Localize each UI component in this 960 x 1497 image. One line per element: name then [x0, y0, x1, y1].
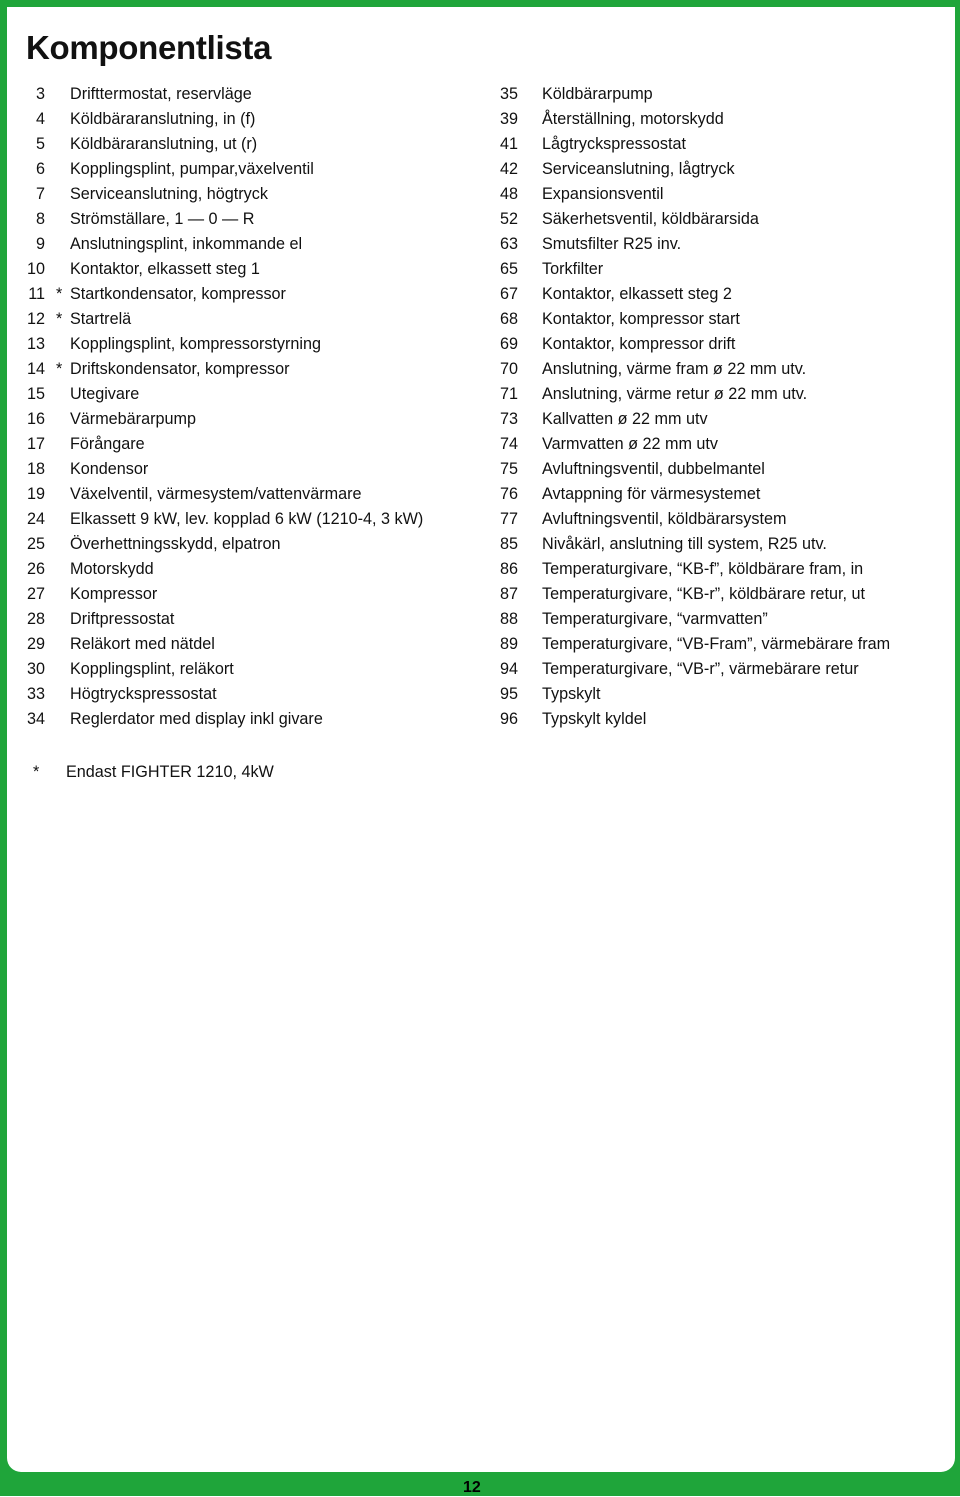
item-number: 35	[499, 85, 518, 103]
item-number: 3	[35, 85, 45, 103]
item-description: Typskylt kyldel	[542, 710, 647, 728]
item-description: Kopplingsplint, reläkort	[70, 660, 234, 678]
item-number: 68	[499, 310, 518, 328]
item-number: 69	[499, 335, 518, 353]
item-number: 24	[26, 510, 45, 528]
item-number: 63	[499, 235, 518, 253]
item-number: 75	[499, 460, 518, 478]
item-description: Temperaturgivare, “VB-r”, värmebärare retur	[542, 660, 859, 678]
item-description: Kopplingsplint, kompressorstyrning	[70, 335, 322, 353]
item-description: Avluftningsventil, dubbelmantel	[542, 460, 765, 478]
item-description: Serviceanslutning, lågtryck	[542, 160, 735, 178]
item-description: Överhettningsskydd, elpatron	[70, 535, 281, 553]
page-content	[7, 7, 955, 1472]
item-number: 27	[26, 585, 45, 603]
item-number: 87	[499, 585, 518, 603]
item-number: 73	[499, 410, 518, 428]
item-number: 76	[499, 485, 518, 503]
item-description: Säkerhetsventil, köldbärarsida	[542, 210, 759, 228]
item-number: 14	[26, 360, 45, 378]
item-description: Expansionsventil	[542, 185, 664, 203]
item-description: Kontaktor, elkassett steg 2	[542, 285, 732, 303]
item-number: 10	[26, 260, 45, 278]
item-description: Kopplingsplint, pumpar,växelventil	[70, 160, 314, 178]
item-number: 12	[26, 310, 45, 328]
item-description: Torkfilter	[542, 260, 604, 278]
item-description: Serviceanslutning, högtryck	[70, 185, 268, 203]
item-number: 95	[499, 685, 518, 703]
item-description: Strömställare, 1 — 0 — R	[70, 210, 255, 228]
page-title: Komponentlista	[26, 29, 272, 66]
item-number: 71	[499, 385, 518, 403]
item-number: 88	[499, 610, 518, 628]
item-description: Temperaturgivare, “KB-r”, köldbärare retur, ut	[542, 585, 865, 603]
item-description: Temperaturgivare, “VB-Fram”, värmebärare fram	[542, 635, 891, 653]
item-description: Kontaktor, kompressor drift	[542, 335, 736, 353]
item-number: 52	[499, 210, 518, 228]
item-description: Driftskondensator, kompressor	[70, 360, 290, 378]
item-description: Startkondensator, kompressor	[70, 285, 286, 303]
item-number: 94	[499, 660, 518, 678]
footnote-marker: *	[56, 285, 63, 303]
item-description: Utegivare	[70, 385, 140, 403]
item-description: Värmebärarpump	[70, 410, 196, 428]
footnote-marker: *	[56, 310, 63, 328]
footnote-marker: *	[56, 360, 63, 378]
item-number: 5	[35, 135, 45, 153]
item-number: 96	[499, 710, 518, 728]
item-number: 48	[499, 185, 518, 203]
item-number: 25	[26, 535, 45, 553]
page-number: 12	[463, 1479, 481, 1496]
item-number: 29	[26, 635, 45, 653]
item-description: Motorskydd	[70, 560, 154, 578]
item-number: 30	[26, 660, 45, 678]
item-description: Avtappning för värmesystemet	[542, 485, 761, 503]
item-number: 42	[499, 160, 518, 178]
item-description: Reläkort med nätdel	[70, 635, 215, 653]
item-description: Drifttermostat, reservläge	[70, 85, 252, 103]
item-description: Kontaktor, kompressor start	[542, 310, 740, 328]
item-number: 67	[499, 285, 518, 303]
item-number: 34	[26, 710, 45, 728]
item-number: 15	[26, 385, 45, 403]
item-description: Typskylt	[542, 685, 601, 703]
item-number: 70	[499, 360, 518, 378]
item-description: Avluftningsventil, köldbärarsystem	[542, 510, 787, 528]
item-description: Växelventil, värmesystem/vattenvärmare	[70, 485, 362, 503]
item-description: Kondensor	[70, 460, 149, 478]
item-number: 7	[35, 185, 45, 203]
item-description: Varmvatten ø 22 mm utv	[542, 435, 719, 453]
item-description: Temperaturgivare, “varmvatten”	[542, 610, 768, 628]
item-number: 16	[26, 410, 45, 428]
item-description: Driftpressostat	[70, 610, 175, 628]
item-description: Anslutning, värme retur ø 22 mm utv.	[542, 385, 808, 403]
item-description: Köldbäraranslutning, in (f)	[70, 110, 256, 128]
item-description: Köldbärarpump	[542, 85, 653, 103]
item-description: Kontaktor, elkassett steg 1	[70, 260, 260, 278]
item-description: Förångare	[70, 435, 145, 453]
item-number: 8	[35, 210, 45, 228]
item-description: Smutsfilter R25 inv.	[542, 235, 682, 253]
item-number: 13	[26, 335, 45, 353]
item-description: Lågtryckspressostat	[542, 135, 686, 153]
item-description: Nivåkärl, anslutning till system, R25 utv.	[542, 535, 827, 553]
item-number: 28	[26, 610, 45, 628]
item-description: Kallvatten ø 22 mm utv	[542, 410, 708, 428]
item-number: 89	[499, 635, 518, 653]
item-description: Startrelä	[70, 310, 132, 328]
item-number: 4	[35, 110, 45, 128]
item-description: Anslutning, värme fram ø 22 mm utv.	[542, 360, 807, 378]
item-description: Anslutningsplint, inkommande el	[70, 235, 303, 253]
item-number: 19	[26, 485, 45, 503]
item-description: Köldbäraranslutning, ut (r)	[70, 135, 258, 153]
item-number: 11	[28, 285, 45, 303]
item-number: 65	[499, 260, 518, 278]
footnote-text: Endast FIGHTER 1210, 4kW	[66, 763, 274, 781]
item-description: Elkassett 9 kW, lev. kopplad 6 kW (1210-4, 3 kW)	[70, 510, 424, 528]
item-number: 33	[26, 685, 45, 703]
footnote-marker: *	[33, 763, 40, 781]
item-number: 85	[499, 535, 518, 553]
item-description: Högtryckspressostat	[70, 685, 217, 703]
item-number: 39	[499, 110, 518, 128]
item-number: 86	[499, 560, 518, 578]
item-number: 9	[35, 235, 45, 253]
item-number: 26	[26, 560, 45, 578]
item-number: 18	[26, 460, 45, 478]
item-number: 41	[499, 135, 518, 153]
item-number: 17	[26, 435, 45, 453]
item-description: Temperaturgivare, “KB-f”, köldbärare fram, in	[542, 560, 864, 578]
item-description: Återställning, motorskydd	[542, 110, 724, 128]
item-description: Reglerdator med display inkl givare	[70, 710, 323, 728]
item-number: 74	[499, 435, 518, 453]
item-number: 6	[35, 160, 45, 178]
item-description: Kompressor	[70, 585, 158, 603]
item-number: 77	[499, 510, 518, 528]
